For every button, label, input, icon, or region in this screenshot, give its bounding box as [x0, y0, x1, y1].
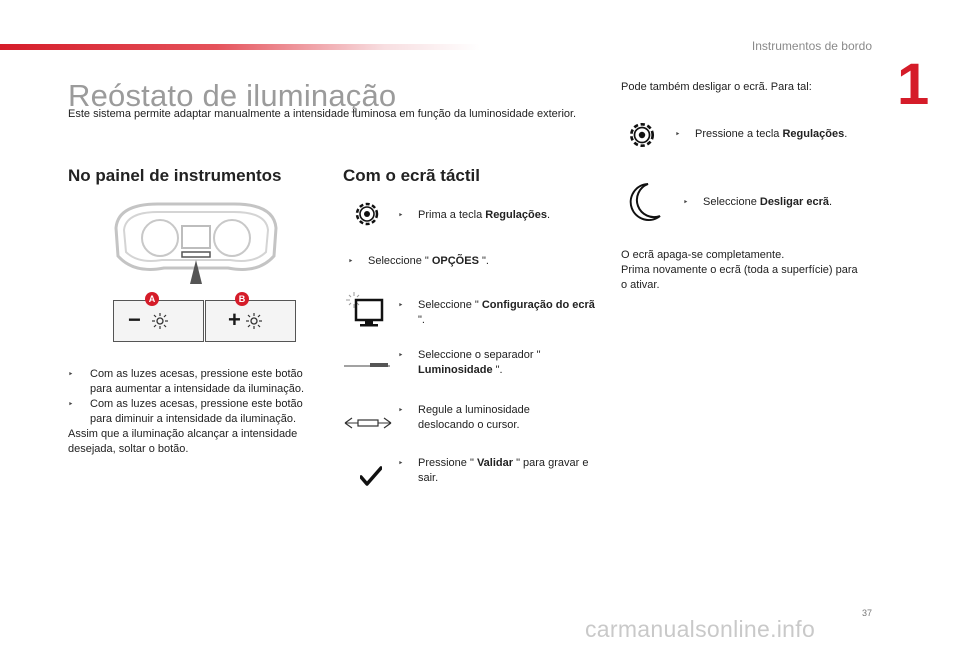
moon-icon [626, 182, 662, 222]
note-line-1: O ecrã apaga-se completamente. [621, 249, 785, 261]
instrument-cluster-illustration [108, 198, 284, 294]
slider-icon [344, 416, 392, 430]
minus-icon: − [128, 307, 141, 332]
page-intro: Este sistema permite adaptar manualmente a intensidade luminosa em função da luminosidade exterior. [68, 108, 577, 120]
left-section-heading: No painel de instrumentos [68, 166, 282, 185]
watermark: carmanualsonline.info [585, 616, 816, 642]
page-title: Reóstato de iluminação [68, 78, 397, 113]
screen-config-name: Configuração do ecrã [481, 299, 595, 311]
validate-name: Validar [476, 457, 514, 469]
page-number: 37 [861, 608, 872, 618]
button-a-tag: A [145, 292, 159, 306]
bullet-icon: ‣ [683, 197, 689, 207]
screen-brightness-icon [346, 292, 386, 328]
closing-text: Assim que a iluminação alcançar a intensidade desejada, soltar o botão. [68, 428, 298, 455]
checkmark-icon [360, 466, 382, 486]
bullet-icon: ‣ [398, 350, 404, 360]
gear-icon [627, 120, 657, 150]
left-instructions [68, 367, 323, 457]
dimmer-button-b[interactable] [205, 300, 296, 342]
dimmer-button-a[interactable] [113, 300, 204, 342]
header-accent-bar [0, 44, 480, 50]
screen-off-name: Desligar ecrã [759, 196, 829, 208]
options-name: OPÇÕES [431, 255, 479, 267]
right-note [621, 248, 866, 293]
note-line-2: Prima novamente o ecrã (toda a superfície) para o ativar. [621, 264, 858, 291]
bullet-decrease-text: Com as luzes acesas, pressione este botão para diminuir a intensidade da iluminação. [90, 398, 303, 425]
gear-icon [353, 200, 381, 228]
right-intro: Pode também desligar o ecrã. Para tal: [621, 81, 812, 93]
bullet-icon: ‣ [398, 210, 404, 220]
bullet-icon: ‣ [68, 399, 74, 409]
light-icon [246, 313, 262, 329]
bullet-icon: ‣ [348, 256, 354, 266]
chapter-label: Instrumentos de bordo [751, 39, 872, 53]
plus-icon: + [228, 307, 241, 332]
light-icon [152, 313, 168, 329]
settings-key-name: Regulações [782, 128, 845, 140]
brightness-tab-name: Luminosidade [418, 364, 493, 376]
bullet-icon: ‣ [398, 405, 404, 415]
bullet-icon: ‣ [675, 129, 681, 139]
middle-section-heading: Com o ecrã táctil [343, 166, 480, 185]
bullet-icon: ‣ [398, 300, 404, 310]
tab-icon [344, 358, 390, 370]
bullet-increase-text: Com as luzes acesas, pressione este botão para aumentar a intensidade da iluminação. [90, 368, 305, 395]
chapter-number: 1 [897, 52, 930, 117]
bullet-icon: ‣ [68, 369, 74, 379]
bullet-icon: ‣ [398, 458, 404, 468]
settings-key-name: Regulações [485, 209, 547, 221]
button-b-tag: B [235, 292, 249, 306]
